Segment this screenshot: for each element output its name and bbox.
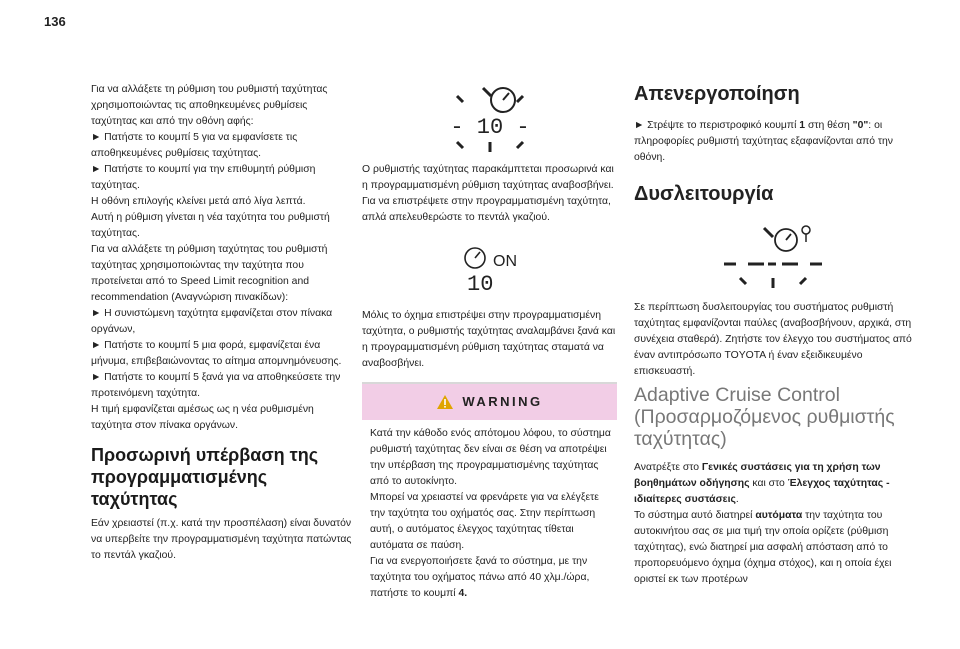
override-speed-text: - 10 - (449, 115, 530, 140)
warning-box (362, 382, 617, 602)
paragraph: Για να αλλάξετε τη ρύθμιση ταχύτητας του ρυθμιστή ταχύτητας χρησιμοποιώντας την ταχύτητα που προτείνεται από το Speed Limit recognition and recommendation (Αναγνώριση πινακίδων): (91, 244, 328, 303)
paragraph: Αυτή η ρύθμιση γίνεται η νέα ταχύτητα του ρυθμιστή ταχύτητας. (91, 212, 330, 239)
bullet-item: ► Πατήστε το κουμπί 5 μια φορά, εμφανίζεται ένα μήνυμα, επιβεβαιώνοντας το αίτημα απομνημόνευσης. (91, 340, 342, 367)
paragraph: Ανατρέξτε στο Γενικές συστάσεις για τη χρήση των βοηθημάτων οδήγησης και στο Έλεγχος ταχύτητας - ιδιαίτερες συστάσεις. (634, 462, 890, 505)
warning-title: WARNING (462, 394, 543, 409)
bullet-item: ► Πατήστε το κουμπί 5 ξανά για να αποθηκεύσετε την προτεινόμενη ταχύτητα. (91, 372, 341, 399)
page-number: 136 (44, 14, 66, 29)
bullet-item: ► Πατήστε το κουμπί 5 για να εμφανίσετε τις αποθηκευμένες ρυθμίσεις ταχύτητας. (91, 132, 298, 159)
section-heading-temporary-override: Προσωρινή υπέρβαση της προγραμματισμένης ταχύτητας (91, 445, 319, 509)
warning-triangle-icon (436, 394, 454, 410)
paragraph: Κατά την κάθοδο ενός απότομου λόφου, το σύστημα ρυθμιστή ταχύτητας δεν είναι σε θέση να αποτρέψει την υπέρβαση της προγραμματισμένης ταχύτητας από το αυτοκίνητο. (370, 428, 611, 487)
override-speed-icon (362, 76, 617, 160)
bullet-item: ► Στρέψτε το περιστροφικό κουμπί 1 στη θέση "0": οι πληροφορίες ρυθμιστή ταχύτητας εξαφανίζονται από την οθόνη. (634, 120, 893, 163)
set-speed-text: 10 (466, 272, 493, 296)
column-left (91, 82, 353, 564)
paragraph: Εάν χρειαστεί (π.χ. κατά την προσπέλαση) είναι δυνατόν να υπερβείτε την προγραμματισμένη ταχύτητα πατώντας το πεντάλ γκαζιού. (91, 518, 352, 561)
paragraph: Μπορεί να χρειαστεί να φρενάρετε για να ελέγξετε την ταχύτητα του οχήματός σας. Στην περίπτωση αυτή, ο αυτόματος έλεγχος ταχύτητας τίθεται αυτόματα σε παύση. (370, 492, 599, 551)
paragraph: Σε περίπτωση δυσλειτουργίας του συστήματος ρυθμιστή ταχύτητας εμφανίζονται παύλες (αναβοσβήνουν, αρχικά, στη συνέχεια σταθερά). Ζητήστε τον έλεγχο του συστήματος από έναν αντιπρόσωπο TOYOTA ή έναν εξειδικευμένο επισκευαστή. (634, 302, 912, 377)
cruise-on-icon (362, 238, 617, 298)
malfunction-icon (634, 218, 912, 298)
bullet-item: ► Η συνιστώμενη ταχύτητα εμφανίζεται στον πίνακα οργάνων, (91, 308, 333, 335)
paragraph: Για να ενεργοποιήσετε ξανά το σύστημα, με την ταχύτητα του οχήματος πάνω από 40 χλμ./ώρα, πατήστε το κουμπί 4. (370, 556, 590, 599)
column-middle (362, 76, 617, 602)
paragraph: Η τιμή εμφανίζεται αμέσως ως η νέα ρυθμισμένη ταχύτητα στον πίνακα οργάνων. (91, 404, 314, 431)
paragraph: Μόλις το όχημα επιστρέψει στην προγραμματισμένη ταχύτητα, ο ρυθμιστής ταχύτητας αναλαμβάνει ξανά και η προγραμματισμένη ρύθμιση ταχύτητας σταματά να αναβοσβήνει. (362, 310, 616, 369)
paragraph: Η οθόνη επιλογής κλείνει μετά από λίγα λεπτά. (91, 196, 306, 207)
section-heading-adaptive-cruise-control: Adaptive Cruise Control (Προσαρμοζόμενος ρυθμιστής ταχύτητας) (634, 384, 895, 450)
paragraph: Το σύστημα αυτό διατηρεί αυτόματα την ταχύτητα του αυτοκινήτου σας σε μια τιμή την οποία ορίζετε (ρύθμιση ταχύτητας), ενώ διατηρεί μια ασφαλή απόσταση από το προπορευόμενο όχημα (όχημα στόχος), και η οποία έχει οριστεί εκ των προτέρων (634, 510, 892, 585)
section-heading-malfunction: Δυσλειτουργία (634, 183, 774, 205)
bullet-item: ► Πατήστε το κουμπί για την επιθυμητή ρύθμιση ταχύτητας. (91, 164, 316, 191)
cruise-on-text: ON (492, 253, 517, 270)
paragraph: Για να αλλάξετε τη ρύθμιση του ρυθμιστή ταχύτητας χρησιμοποιώντας τις αποθηκευμένες ρυθμίσεις ταχύτητας και από την οθόνη αφής: (91, 84, 328, 127)
paragraph: Ο ρυθμιστής ταχύτητας παρακάμπτεται προσωρινά και η προγραμματισμένη ρύθμιση ταχύτητας αναβοσβήνει. (362, 164, 614, 191)
warning-body (362, 420, 617, 602)
column-right (634, 82, 912, 588)
warning-header (362, 384, 617, 420)
section-heading-deactivation: Απενεργοποίηση (634, 83, 800, 105)
paragraph: Για να επιστρέψετε στην προγραμματισμένη ταχύτητα, απλά απελευθερώστε το πεντάλ γκαζιού. (362, 196, 611, 223)
